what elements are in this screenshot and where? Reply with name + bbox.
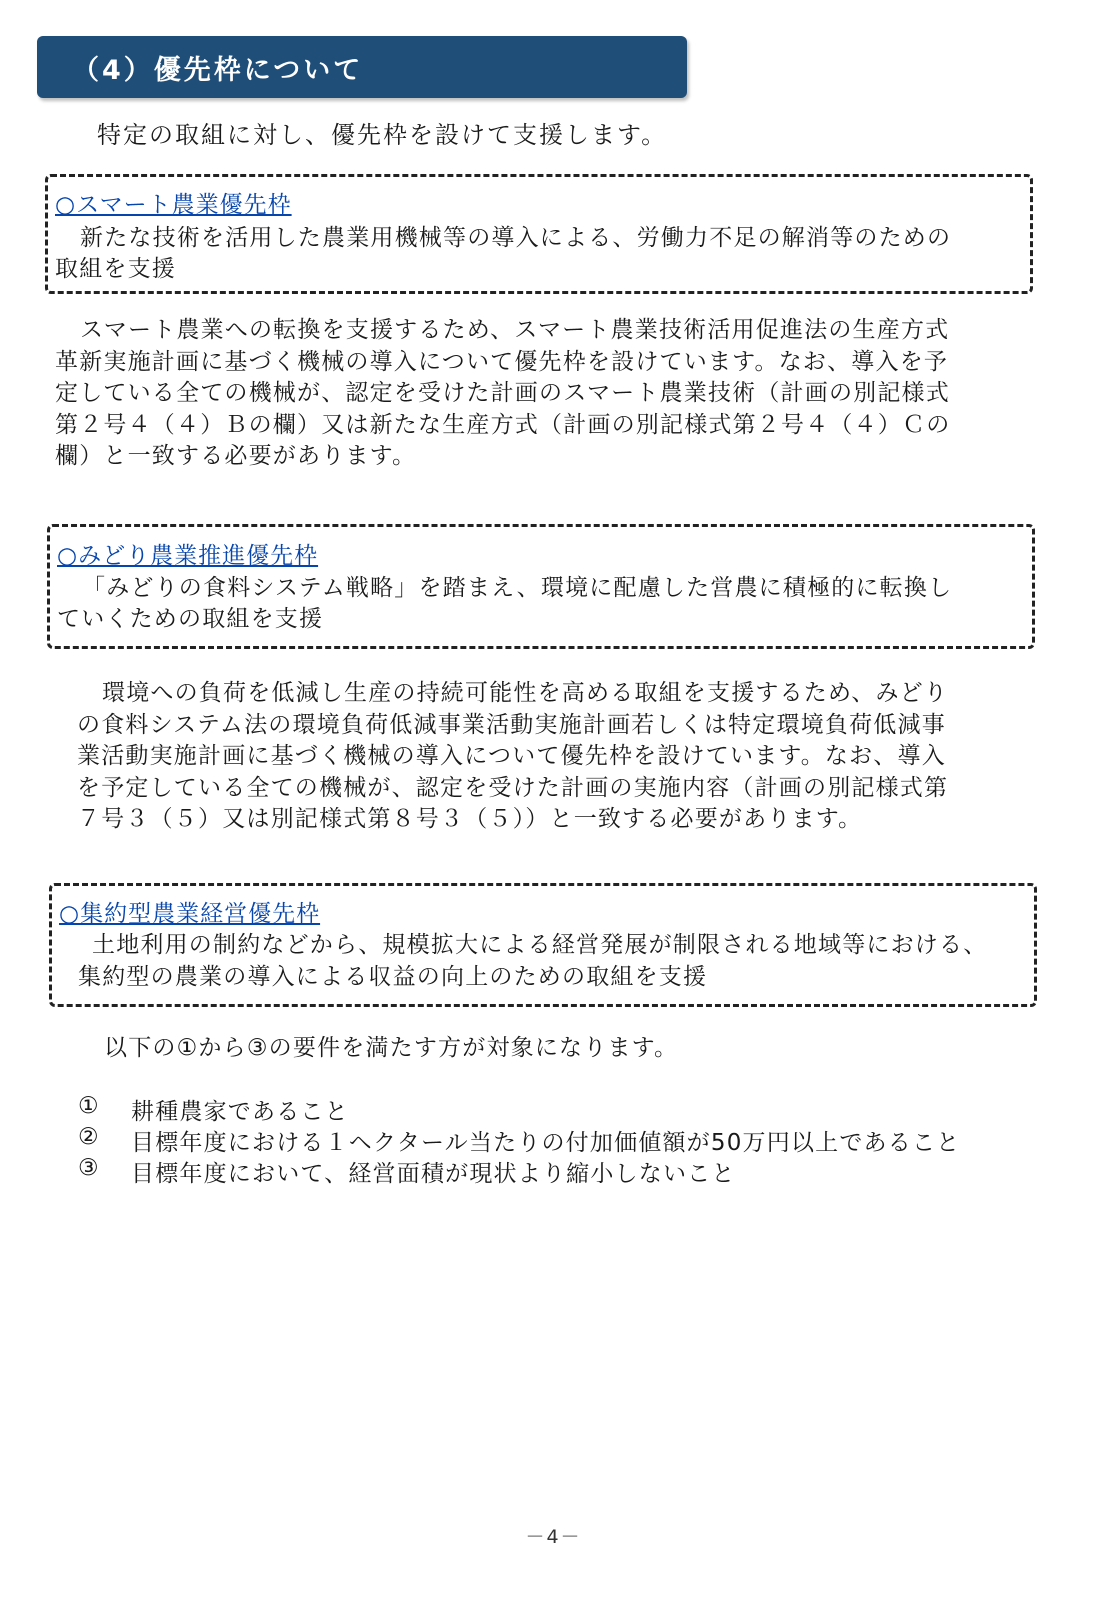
smart-body-line: スマート農業への転換を支援するため、スマート農業技術活用促進法の生産方式	[80, 317, 950, 343]
smart-priority-title[interactable]: ○スマート農業優先枠	[55, 192, 292, 218]
smart-body-line: 革新実施計画に基づく機械の導入について優先枠を設けています。なお、導入を予	[55, 349, 949, 375]
requirement-mark: ③	[78, 1155, 99, 1181]
midori-body-line: の食料システム法の環境負荷低減事業活動実施計画若しくは特定環境負荷低減事	[77, 712, 946, 738]
smart-body-line: 定している全ての機械が、認定を受けた計画のスマート農業技術（計画の別記様式	[55, 380, 950, 406]
smart-body-line: 欄）と一致する必要があります。	[55, 443, 417, 469]
intensive-box-line: 集約型の農業の導入による収益の向上のための取組を支援	[78, 964, 708, 990]
requirement-item: 耕種農家であること	[131, 1099, 349, 1125]
requirement-item: 目標年度における１ヘクタール当たりの付加価値額が50万円以上であること	[131, 1130, 961, 1156]
midori-priority-title[interactable]: ○みどり農業推進優先枠	[57, 543, 319, 569]
requirement-mark: ②	[78, 1124, 99, 1150]
midori-box-line: ていくための取組を支援	[57, 606, 324, 632]
intro-text: 特定の取組に対し、優先枠を設けて支援します。	[97, 121, 668, 149]
requirement-mark: ①	[78, 1093, 99, 1119]
smart-box-line: 取組を支援	[55, 256, 176, 282]
section-heading: （4）優先枠について	[72, 55, 364, 86]
midori-body-line: 環境への負荷を低減し生産の持続可能性を高める取組を支援するため、みどり	[102, 680, 949, 706]
midori-body-line: ７号３（５）又は別記様式第８号３（５））と一致する必要があります。	[77, 806, 863, 832]
smart-body-line: 第２号４（４）Ｂの欄）又は新たな生産方式（計画の別記様式第２号４（４）Ｃの	[55, 412, 951, 438]
midori-body-line: 業活動実施計画に基づく機械の導入について優先枠を設けています。なお、導入	[77, 743, 946, 769]
page-number: －4－	[525, 1526, 582, 1548]
requirement-item: 目標年度において、経営面積が現状より縮小しないこと	[131, 1161, 736, 1187]
midori-box-line: 「みどりの食料システム戦略」を踏まえ、環境に配慮した営農に積極的に転換し	[82, 575, 953, 601]
intensive-box-line: 土地利用の制約などから、規模拡大による経営発展が制限される地域等における、	[92, 932, 988, 958]
requirements-intro: 以下の①から③の要件を満たす方が対象になります。	[104, 1035, 679, 1061]
smart-box-line: 新たな技術を活用した農業用機械等の導入による、労働力不足の解消等のための	[80, 225, 952, 251]
midori-body-line: を予定している全ての機械が、認定を受けた計画の実施内容（計画の別記様式第	[77, 775, 949, 801]
intensive-priority-title[interactable]: ○集約型農業経営優先枠	[59, 901, 321, 927]
